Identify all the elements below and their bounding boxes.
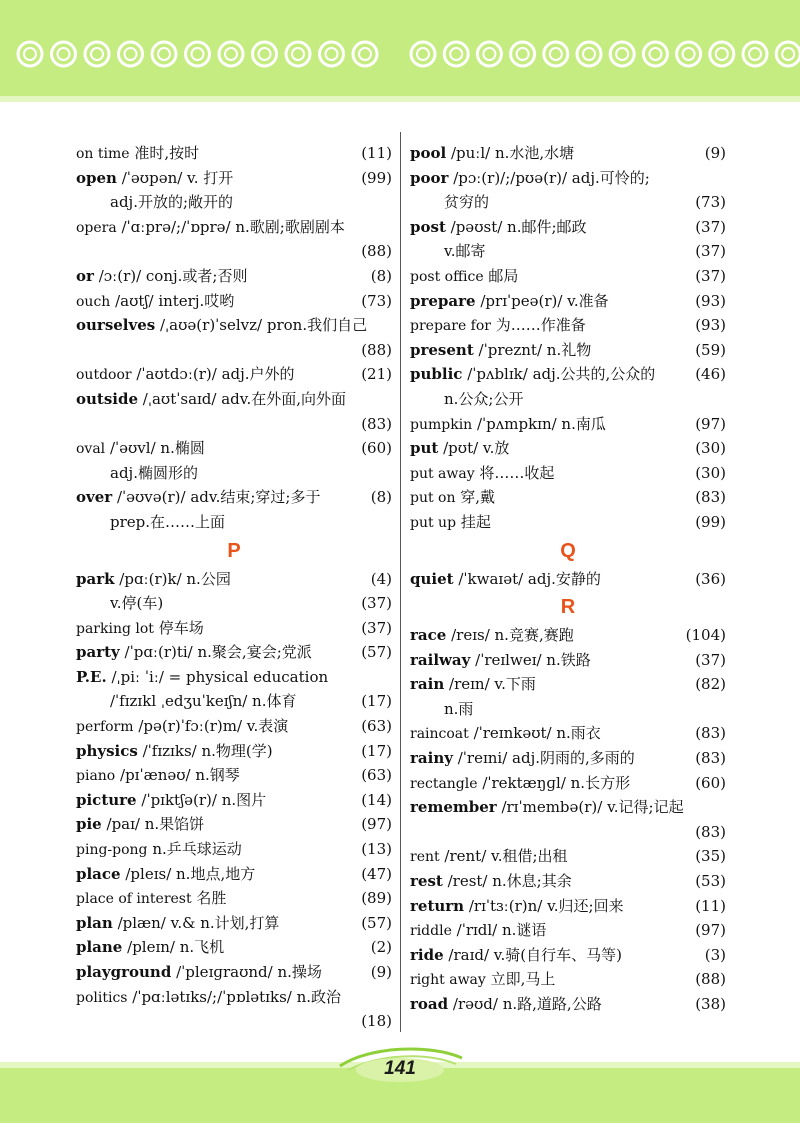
entry-row <box>76 739 392 764</box>
entry-row <box>76 190 392 215</box>
entry-word: perform <box>76 719 134 736</box>
entry-row <box>76 886 392 911</box>
entry-page-ref: (17) <box>361 741 392 760</box>
entry-page-ref: (82) <box>695 675 726 694</box>
entry-word: public <box>410 365 463 384</box>
entry-page-ref: (99) <box>695 512 726 531</box>
entry-row <box>410 992 726 1017</box>
entry-row <box>76 812 392 837</box>
section-letter: P <box>227 539 241 562</box>
entry-definition: /ˌaʊə(r)ˈselvz/ pron.我们自己 <box>160 316 368 335</box>
entry-definition: /pleɪs/ n.地点,地方 <box>125 864 256 883</box>
entry-word: post <box>410 217 446 236</box>
entry-page-ref: (97) <box>695 921 726 940</box>
entry-word: rent <box>410 849 440 866</box>
ring-icon <box>477 42 501 66</box>
entry-row <box>76 387 392 412</box>
entry-row <box>76 510 392 535</box>
entry-word: or <box>76 266 94 285</box>
entry-word: ourselves <box>76 316 156 335</box>
entry-word: put <box>410 439 439 458</box>
entry-definition: /pʊt/ v.放 <box>443 439 510 458</box>
entry-page-ref: (4) <box>370 569 392 588</box>
entry-word: quiet <box>410 569 454 588</box>
entry-word: outdoor <box>76 367 132 384</box>
entry-row <box>410 215 726 240</box>
entry-row <box>76 313 392 338</box>
entry-definition: /plæn/ v.& n.计划,打算 <box>117 913 280 932</box>
entry-row <box>76 591 392 616</box>
entry-word: parking lot <box>76 620 154 637</box>
entry-definition: /rest/ n.休息;其余 <box>447 872 572 891</box>
entry-row <box>410 510 726 535</box>
entry-page-ref: (9) <box>704 144 726 162</box>
entry-page-ref: (36) <box>695 569 726 588</box>
entry-definition: n.雨 <box>444 699 474 718</box>
entry-page-ref: (60) <box>361 439 392 458</box>
entry-definition: /reɪs/ n.竞赛,赛跑 <box>451 626 574 645</box>
entry-definition: 挂起 <box>460 512 491 531</box>
entry-page-ref: (53) <box>695 872 726 891</box>
entry-word: right away <box>410 972 486 989</box>
entry-page-ref: (97) <box>361 815 392 834</box>
entry-row <box>76 985 392 1010</box>
entry-word: ping-pong <box>76 842 148 859</box>
entry-page-ref: (88) <box>361 340 392 359</box>
entry-definition: 准时,按时 <box>134 144 200 162</box>
entry-page-ref: (37) <box>361 594 392 613</box>
ring-icon <box>411 42 435 66</box>
entry-page-ref: (83) <box>695 488 726 507</box>
entry-definition: adj.开放的;敞开的 <box>110 193 234 212</box>
entry-definition: /pɔː(r)/;/pʊə(r)/ adj.可怜的; <box>453 168 650 187</box>
entry-page-ref: (11) <box>361 144 392 162</box>
entry-row <box>410 795 726 820</box>
ring-icon <box>577 42 601 66</box>
entry-page-ref: (17) <box>361 692 392 711</box>
entry-definition: 穿,戴 <box>460 488 496 507</box>
entry-page-ref: (93) <box>695 291 726 310</box>
entry-word: place <box>76 864 121 883</box>
ring-icon <box>186 42 210 66</box>
entry-row <box>410 313 726 338</box>
entry-word: plan <box>76 913 113 932</box>
ring-icon <box>152 42 176 66</box>
entry-row <box>76 412 392 437</box>
entry-page-ref: (73) <box>695 193 726 212</box>
entry-word: on time <box>76 146 130 162</box>
entry-page-ref: (37) <box>695 242 726 261</box>
entry-definition: /pɪˈænəʊ/ n.钢琴 <box>120 766 240 785</box>
entry-row <box>410 567 726 592</box>
entry-word: opera <box>76 219 117 236</box>
entry-row <box>76 338 392 363</box>
entry-word: picture <box>76 790 137 809</box>
entry-page-ref: (46) <box>695 365 726 384</box>
entry-word: rainy <box>410 749 453 768</box>
entry-definition: 将……收起 <box>479 463 555 482</box>
entry-row <box>76 239 392 264</box>
entry-row <box>410 264 726 289</box>
entry-row <box>76 935 392 960</box>
entry-row <box>410 918 726 943</box>
entry-word: politics <box>76 989 128 1006</box>
entry-definition: /ˈpɑː(r)ti/ n.聚会,宴会;党派 <box>124 643 312 662</box>
entry-definition: /ˈəʊvə(r)/ adv.结束;穿过;多于 <box>116 488 321 507</box>
entry-page-ref: (83) <box>361 414 392 433</box>
entry-row <box>76 436 392 461</box>
entry-definition: /aʊtʃ/ interj.哎哟 <box>115 291 235 310</box>
entry-row <box>76 837 392 862</box>
entry-word: playground <box>76 963 172 981</box>
entry-page-ref: (8) <box>370 266 392 285</box>
entry-row <box>76 714 392 739</box>
entry-definition: /ˈrɪdl/ n.谜语 <box>456 921 547 940</box>
entry-definition: /ˈpleɪɡraʊnd/ n.操场 <box>176 963 322 981</box>
ring-icon <box>253 42 277 66</box>
entry-page-ref: (104) <box>685 626 726 645</box>
ring-icon <box>710 42 734 66</box>
entry-page-ref: (47) <box>361 864 392 883</box>
entry-definition: /ˈreɪlweɪ/ n.铁路 <box>475 650 591 669</box>
entry-definition: 立即,马上 <box>490 970 556 989</box>
entry-page-ref: (59) <box>695 340 726 359</box>
entry-page-ref: (9) <box>370 963 392 981</box>
entry-word: outside <box>76 389 139 408</box>
entry-page-ref: (93) <box>695 316 726 335</box>
ring-icon <box>610 42 634 66</box>
entry-page-ref: (18) <box>361 1012 392 1031</box>
entry-page-ref: (30) <box>695 463 726 482</box>
section-letter: R <box>560 596 576 619</box>
entry-word: rain <box>410 675 445 694</box>
entry-page-ref: (60) <box>695 773 726 792</box>
entry-row <box>410 623 726 648</box>
entry-page-ref: (8) <box>370 488 392 507</box>
entry-word: P.E. <box>76 667 107 686</box>
entry-row <box>410 166 726 191</box>
entry-definition: /puːl/ n.水池,水塘 <box>450 144 575 162</box>
entry-row <box>76 640 392 665</box>
entry-word: place of interest <box>76 891 192 908</box>
entry-row <box>410 412 726 437</box>
entry-row <box>410 869 726 894</box>
entry-word: piano <box>76 768 116 785</box>
entry-word: pumpkin <box>410 416 473 433</box>
entry-definition: /raɪd/ v.骑(自行车、马等) <box>448 945 622 964</box>
entry-definition: prep.在……上面 <box>110 512 226 531</box>
entry-row <box>76 362 392 387</box>
entry-word: return <box>410 896 465 915</box>
ring-icon <box>544 42 568 66</box>
entry-definition: /pɑː(r)k/ n.公园 <box>119 569 231 588</box>
ring-decoration <box>0 34 800 74</box>
entry-definition: /ˈfɪzɪks/ n.物理(学) <box>142 741 273 760</box>
ring-icon <box>18 42 42 66</box>
entry-definition: /ˌaʊtˈsaɪd/ adv.在外面,向外面 <box>142 389 347 408</box>
entry-row <box>410 697 726 722</box>
entry-definition: n.乒乓球运动 <box>152 840 242 859</box>
entry-page-ref: (57) <box>361 643 392 662</box>
entry-word: over <box>76 488 113 507</box>
entry-row <box>76 616 392 641</box>
entry-definition: /ˈpreznt/ n.礼物 <box>478 340 592 359</box>
entry-word: put on <box>410 490 456 507</box>
entry-word: race <box>410 626 447 645</box>
entry-page-ref: (88) <box>695 970 726 989</box>
entry-page-ref: (97) <box>695 414 726 433</box>
entry-definition: /rɪˈmembə(r)/ v.记得;记起 <box>501 798 684 817</box>
entry-page-ref: (99) <box>361 168 392 187</box>
entry-row <box>410 844 726 869</box>
entry-page-ref: (2) <box>370 938 392 957</box>
entry-word: park <box>76 569 115 588</box>
entry-row <box>76 289 392 314</box>
entry-page-ref: (14) <box>361 790 392 809</box>
entry-definition: /ɔː(r)/ conj.或者;否则 <box>98 266 248 285</box>
entry-definition: /rent/ v.租借;出租 <box>444 847 568 866</box>
entry-row <box>410 461 726 486</box>
entry-definition: 为……作准备 <box>495 316 586 335</box>
entry-definition: /ˈpʌmpkɪn/ n.南瓜 <box>476 414 606 433</box>
entry-page-ref: (37) <box>361 618 392 637</box>
entry-definition: adj.椭圆形的 <box>110 463 198 482</box>
entry-definition: /ˈkwaɪət/ adj.安静的 <box>458 569 601 588</box>
entry-definition: /pleɪn/ n.飞机 <box>127 938 225 957</box>
entry-row <box>410 820 726 845</box>
entry-row <box>410 239 726 264</box>
entry-word: pool <box>410 144 447 162</box>
ring-icon <box>52 42 76 66</box>
entry-definition: /ˈreɪnkəʊt/ n.雨衣 <box>473 724 601 743</box>
ring-icon <box>511 42 535 66</box>
entry-row <box>76 264 392 289</box>
entry-row <box>76 567 392 592</box>
entry-row <box>410 289 726 314</box>
entry-definition: v.停(车) <box>110 594 164 613</box>
entry-page-ref: (3) <box>704 945 726 964</box>
entry-word: open <box>76 168 117 187</box>
entry-row <box>76 215 392 240</box>
entry-word: oval <box>76 441 106 458</box>
entry-definition: /ˈəʊpən/ v. 打开 <box>121 168 234 187</box>
ring-icon <box>776 42 800 66</box>
entry-page-ref: (35) <box>695 847 726 866</box>
entry-word: remember <box>410 798 497 817</box>
entry-word: raincoat <box>410 726 469 743</box>
section-letter: Q <box>560 539 576 562</box>
entry-word: put away <box>410 465 475 482</box>
entry-word: post office <box>410 268 484 285</box>
page-number: 141 <box>384 1058 416 1079</box>
entry-word: pie <box>76 815 102 834</box>
entry-word: poor <box>410 168 449 187</box>
entry-definition: /ˌpiː ˈiː/ = physical education <box>111 667 329 686</box>
entry-row <box>76 960 392 985</box>
entry-definition: /rɪˈtɜː(r)n/ v.归还;回来 <box>468 896 624 915</box>
entry-definition: v.邮寄 <box>444 242 486 261</box>
entry-page-ref: (37) <box>695 266 726 285</box>
entry-definition: /ˈpɪktʃə(r)/ n.图片 <box>141 790 267 809</box>
entry-page-ref: (63) <box>361 717 392 736</box>
ring-icon <box>320 42 344 66</box>
entry-page-ref: (37) <box>695 650 726 669</box>
entry-row <box>76 862 392 887</box>
entry-row <box>410 190 726 215</box>
entry-definition: /ˈaʊtdɔː(r)/ adj.户外的 <box>136 365 295 384</box>
entry-row <box>410 648 726 673</box>
entry-word: ride <box>410 945 444 964</box>
entry-row <box>410 141 726 166</box>
entry-definition: /ˈfɪzɪkl ˌedʒuˈkeɪʃn/ n.体育 <box>110 692 297 711</box>
ring-icon <box>286 42 310 66</box>
entry-word: present <box>410 340 474 359</box>
entry-row <box>76 665 392 690</box>
entry-definition: /ˈɑːprə/;/ˈɒprə/ n.歌剧;歌剧剧本 <box>121 217 345 236</box>
entry-word: ouch <box>76 293 111 310</box>
entry-row <box>410 771 726 796</box>
entry-word: put up <box>410 514 457 531</box>
entry-definition: /paɪ/ n.果馅饼 <box>106 815 205 834</box>
entry-page-ref: (13) <box>361 840 392 859</box>
entry-row <box>76 911 392 936</box>
entry-word: plane <box>76 938 123 957</box>
entry-definition: /ˈəʊvl/ n.椭圆 <box>109 439 205 458</box>
entry-row <box>410 943 726 968</box>
entry-row <box>76 788 392 813</box>
ring-icon <box>119 42 143 66</box>
entry-definition: n.公众;公开 <box>444 389 524 408</box>
entry-row <box>410 967 726 992</box>
ring-icon <box>353 42 377 66</box>
entry-definition: /pə(r)ˈfɔː(r)m/ v.表演 <box>138 717 289 736</box>
entry-word: prepare for <box>410 318 491 335</box>
entry-row <box>76 763 392 788</box>
entry-page-ref: (83) <box>695 749 726 768</box>
entry-word: prepare <box>410 291 476 310</box>
entry-row <box>76 461 392 486</box>
entry-page-ref: (73) <box>361 291 392 310</box>
entry-row <box>410 485 726 510</box>
ring-icon <box>85 42 109 66</box>
entry-definition: 邮局 <box>488 266 519 285</box>
entry-definition: /ˈpʌblɪk/ adj.公共的,公众的 <box>467 365 656 384</box>
entry-row <box>76 485 392 510</box>
entry-definition: /prɪˈpeə(r)/ v.准备 <box>480 291 609 310</box>
entry-page-ref: (21) <box>361 365 392 384</box>
entry-word: railway <box>410 650 471 669</box>
entry-definition: /reɪn/ v.下雨 <box>449 675 536 694</box>
entry-row <box>76 689 392 714</box>
entry-definition: 名胜 <box>196 889 227 908</box>
entry-page-ref: (37) <box>695 217 726 236</box>
entry-page-ref: (63) <box>361 766 392 785</box>
ring-icon <box>219 42 243 66</box>
right-column <box>410 141 726 1017</box>
entry-definition: /rəʊd/ n.路,道路,公路 <box>452 995 602 1013</box>
entry-row <box>410 338 726 363</box>
entry-row <box>410 387 726 412</box>
entry-definition: /pəʊst/ n.邮件;邮政 <box>450 217 587 236</box>
entry-row <box>76 166 392 191</box>
entry-definition: 贫穷的 <box>444 193 490 212</box>
entry-row <box>410 436 726 461</box>
entry-definition: /ˈrektæŋɡl/ n.长方形 <box>482 773 631 792</box>
entry-page-ref: (30) <box>695 439 726 458</box>
entry-word: physics <box>76 741 138 760</box>
entry-word: party <box>76 643 120 662</box>
ring-icon <box>743 42 767 66</box>
entry-row <box>410 362 726 387</box>
ring-icon <box>643 42 667 66</box>
ring-icon <box>444 42 468 66</box>
entry-word: riddle <box>410 923 452 940</box>
entry-page-ref: (11) <box>695 896 726 915</box>
ring-icon <box>677 42 701 66</box>
entry-page-ref: (89) <box>361 889 392 908</box>
column-divider <box>400 132 401 1032</box>
entry-row <box>410 672 726 697</box>
entry-definition: 停车场 <box>158 618 204 637</box>
entry-page-ref: (38) <box>695 995 726 1013</box>
entry-definition: /ˈreɪni/ adj.阴雨的,多雨的 <box>457 749 635 768</box>
entry-row <box>410 894 726 919</box>
entry-word: road <box>410 995 449 1013</box>
entry-definition: /ˈpɑːlətɪks/;/ˈpɒlətɪks/ n.政治 <box>132 987 342 1006</box>
entry-row <box>76 1009 392 1034</box>
entry-word: rectangle <box>410 775 478 792</box>
entry-word: rest <box>410 872 443 891</box>
entry-row <box>76 141 392 166</box>
entry-page-ref: (83) <box>695 822 726 841</box>
entry-row <box>410 746 726 771</box>
entry-page-ref: (83) <box>695 724 726 743</box>
entry-row <box>410 721 726 746</box>
entry-page-ref: (57) <box>361 913 392 932</box>
header-underline <box>0 96 800 102</box>
entry-page-ref: (88) <box>361 242 392 261</box>
left-column <box>76 141 392 1034</box>
